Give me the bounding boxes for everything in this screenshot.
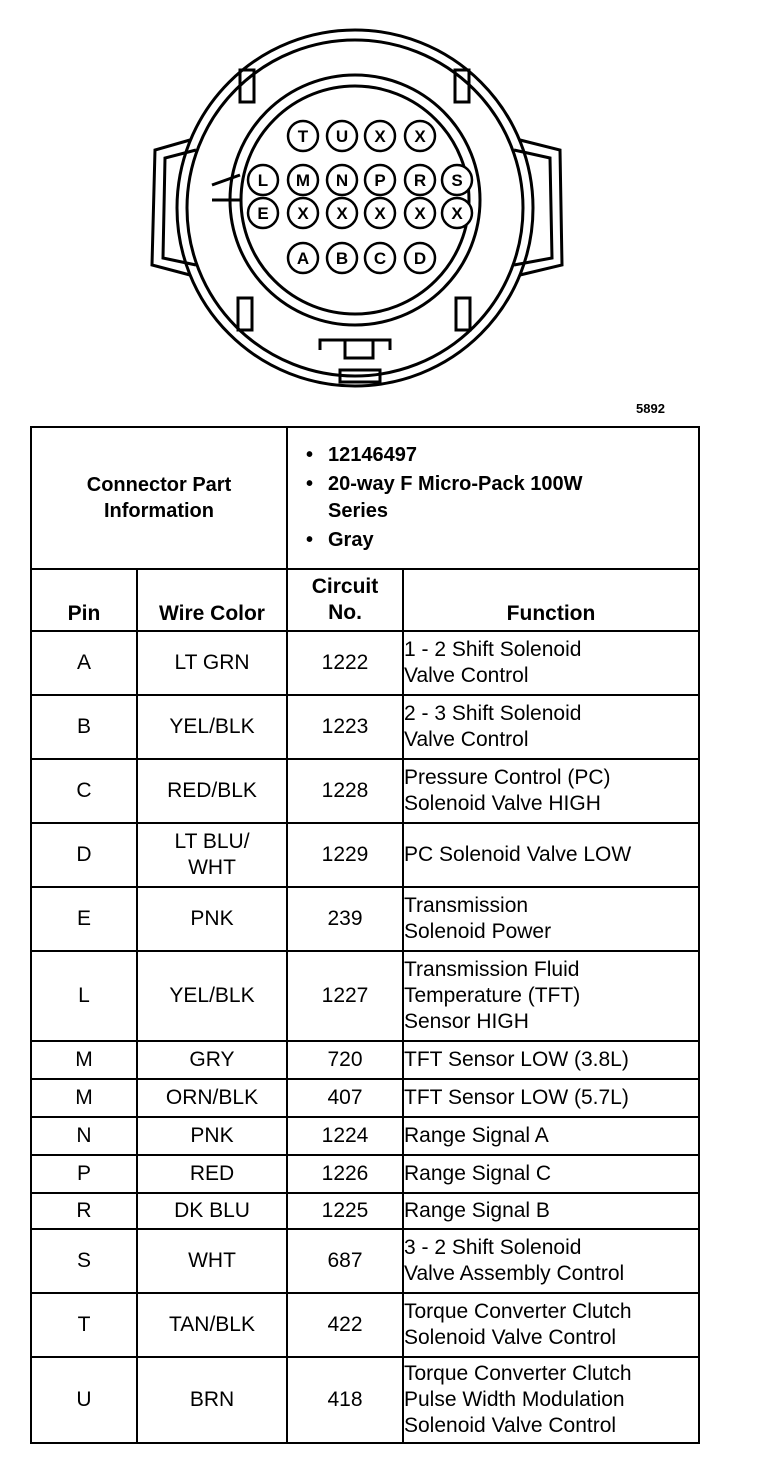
wire-color-cell	[137, 631, 287, 695]
connector-pin-u	[327, 121, 357, 151]
function-line: Sensor HIGH	[404, 1010, 529, 1033]
svg-text:P: P	[374, 171, 386, 190]
wire-color-cell	[137, 1193, 287, 1229]
function-cell	[403, 1117, 699, 1155]
circuit-number-cell: 1227	[287, 951, 403, 1041]
connector-pin-m	[288, 165, 318, 195]
function-cell	[403, 759, 699, 823]
function-line: Solenoid Valve Control	[404, 1326, 617, 1349]
function-line: Torque Converter Clutch	[404, 1300, 632, 1323]
table-row	[31, 1193, 699, 1229]
info-title-line1: Connector Part	[86, 474, 232, 496]
function-line: Pressure Control (PC)	[404, 766, 611, 789]
connector-pin-n	[327, 165, 357, 195]
pin-cell: A	[31, 631, 137, 695]
table-row	[31, 1357, 699, 1443]
function-line: Valve Control	[404, 728, 529, 751]
function-line: Torque Converter Clutch	[404, 1362, 632, 1385]
wire-color-cell	[137, 1229, 287, 1293]
svg-text:X: X	[414, 127, 426, 146]
function-line: 2 - 3 Shift Solenoid	[404, 702, 582, 725]
info-part-number: • 12146497	[306, 444, 417, 466]
circuit-number-cell: 720	[287, 1041, 403, 1079]
function-line: 3 - 2 Shift Solenoid	[404, 1236, 582, 1259]
svg-text:T: T	[297, 127, 309, 146]
svg-text:B: B	[335, 249, 349, 268]
wire-color-cell	[137, 951, 287, 1041]
wire-color-cell	[137, 1293, 287, 1357]
svg-text:S: S	[451, 171, 463, 190]
pin-cell: T	[31, 1293, 137, 1357]
function-cell	[403, 951, 699, 1041]
connector-pin-b	[327, 243, 357, 273]
wire-color-line: TAN/BLK	[169, 1313, 255, 1336]
table-row	[31, 1229, 699, 1293]
info-color: • Gray	[306, 529, 374, 551]
pin-cell: L	[31, 951, 137, 1041]
info-connector-type: • 20-way F Micro-Pack 100W Series	[306, 473, 583, 522]
wire-color-line: WHT	[188, 856, 236, 879]
function-cell	[403, 1079, 699, 1117]
svg-text:X: X	[374, 204, 386, 223]
function-line: Valve Control	[404, 664, 529, 687]
circuit-number-cell: 1225	[287, 1193, 403, 1229]
connector-info-details	[287, 427, 699, 569]
header-wire-color: Wire Color	[137, 569, 287, 631]
circuit-number-cell: 1224	[287, 1117, 403, 1155]
wire-color-line: ORN/BLK	[165, 1086, 259, 1109]
svg-text:N: N	[335, 171, 349, 190]
function-cell	[403, 823, 699, 887]
function-line: Temperature (TFT)	[404, 984, 581, 1007]
function-cell	[403, 1155, 699, 1193]
function-line: Range Signal B	[404, 1199, 550, 1222]
function-cell	[403, 1041, 699, 1079]
function-cell	[403, 1357, 699, 1443]
wire-color-cell	[137, 1357, 287, 1443]
function-cell	[403, 1193, 699, 1229]
wire-color-cell	[137, 695, 287, 759]
wire-color-cell	[137, 759, 287, 823]
wire-color-line: RED	[189, 1162, 235, 1185]
svg-text:A: A	[296, 249, 310, 268]
function-cell	[403, 695, 699, 759]
svg-text:X: X	[374, 127, 386, 146]
connector-pin-unused	[405, 198, 435, 228]
function-line: PC Solenoid Valve LOW	[404, 843, 632, 866]
wire-color-line: YEL/BLK	[169, 715, 255, 738]
function-cell	[403, 1293, 699, 1357]
function-line: Pulse Width Modulation	[404, 1388, 625, 1411]
wire-color-line: PNK	[190, 907, 234, 930]
table-row	[31, 631, 699, 695]
circuit-number-cell: 407	[287, 1079, 403, 1117]
connector-pin-p	[365, 165, 395, 195]
table-row	[31, 1117, 699, 1155]
svg-text:X: X	[451, 204, 463, 223]
function-line: Solenoid Power	[404, 920, 552, 943]
table-row	[31, 1293, 699, 1357]
table-row	[31, 759, 699, 823]
connector-pin-a	[288, 243, 318, 273]
svg-text:C: C	[373, 249, 387, 268]
svg-text:R: R	[413, 171, 427, 190]
table-row	[31, 1155, 699, 1193]
table-row	[31, 1041, 699, 1079]
table-row	[31, 695, 699, 759]
header-pin: Pin	[31, 569, 137, 631]
svg-text:X: X	[336, 204, 348, 223]
function-line: Range Signal C	[404, 1162, 552, 1185]
connector-face-diagram	[0, 0, 768, 400]
connector-pin-d	[405, 243, 435, 273]
circuit-number-cell: 1223	[287, 695, 403, 759]
svg-text:E: E	[257, 204, 269, 223]
pin-cell: C	[31, 759, 137, 823]
pin-cell: B	[31, 695, 137, 759]
connector-pin-l	[248, 165, 278, 195]
circuit-number-cell: 418	[287, 1357, 403, 1443]
connector-info-title	[31, 427, 287, 569]
wire-color-cell	[137, 1117, 287, 1155]
wire-color-line: LT BLU/	[174, 830, 250, 853]
wire-color-cell	[137, 1079, 287, 1117]
svg-text:L: L	[257, 171, 269, 190]
circuit-number-cell: 1226	[287, 1155, 403, 1193]
function-line: Solenoid Valve HIGH	[404, 792, 601, 815]
table-header-row	[31, 569, 699, 631]
wire-color-line: BRN	[189, 1388, 235, 1411]
connector-pin-unused	[405, 121, 435, 151]
svg-text:X: X	[414, 204, 426, 223]
svg-text:U: U	[335, 127, 349, 146]
info-title-line2: Information	[104, 500, 214, 522]
connector-pin-c	[365, 243, 395, 273]
wire-color-line: RED/BLK	[167, 779, 257, 802]
function-line: Range Signal A	[404, 1124, 549, 1147]
function-line: Solenoid Valve Control	[404, 1414, 617, 1437]
wire-color-cell	[137, 1155, 287, 1193]
pin-cell: E	[31, 887, 137, 951]
table-row	[31, 951, 699, 1041]
circuit-number-cell: 1222	[287, 631, 403, 695]
connector-pin-s	[442, 165, 472, 195]
pin-cell: U	[31, 1357, 137, 1443]
wire-color-line: YEL/BLK	[169, 984, 255, 1007]
pin-cell: R	[31, 1193, 137, 1229]
function-line: 1 - 2 Shift Solenoid	[404, 638, 582, 661]
circuit-number-cell: 422	[287, 1293, 403, 1357]
function-cell	[403, 1229, 699, 1293]
circuit-number-cell: 1229	[287, 823, 403, 887]
header-function: Function	[403, 569, 699, 631]
wire-color-line: WHT	[188, 1249, 236, 1272]
pin-cell: N	[31, 1117, 137, 1155]
table-row	[31, 887, 699, 951]
connector-pin-unused	[442, 198, 472, 228]
function-line: TFT Sensor LOW (3.8L)	[404, 1048, 629, 1071]
function-cell	[403, 631, 699, 695]
wire-color-line: DK BLU	[174, 1199, 250, 1222]
function-line: Transmission	[404, 894, 529, 917]
table-row	[31, 1079, 699, 1117]
pin-cell: D	[31, 823, 137, 887]
connector-pin-unused	[327, 198, 357, 228]
circuit-number-cell: 687	[287, 1229, 403, 1293]
wire-color-line: LT GRN	[174, 651, 250, 674]
connector-pin-unused	[288, 198, 318, 228]
pin-cell: M	[31, 1079, 137, 1117]
connector-pin-t	[288, 121, 318, 151]
circuit-number-cell: 239	[287, 887, 403, 951]
wire-color-cell	[137, 823, 287, 887]
function-cell	[403, 887, 699, 951]
table-row	[31, 823, 699, 887]
wire-color-line: GRY	[189, 1048, 235, 1071]
connector-pinout-table	[30, 426, 700, 1444]
svg-text:D: D	[413, 249, 427, 268]
pin-cell: M	[31, 1041, 137, 1079]
header-circuit-no: Circuit No.	[287, 569, 403, 631]
connector-pin-r	[405, 165, 435, 195]
figure-number: 5892	[636, 401, 665, 416]
svg-text:M: M	[295, 171, 311, 190]
wire-color-cell	[137, 887, 287, 951]
pin-cell: P	[31, 1155, 137, 1193]
svg-text:X: X	[297, 204, 309, 223]
function-line: Valve Assembly Control	[404, 1262, 625, 1285]
connector-info-row	[31, 427, 699, 569]
wire-color-cell	[137, 1041, 287, 1079]
wire-color-line: PNK	[190, 1124, 234, 1147]
function-line: Transmission Fluid	[404, 958, 580, 981]
pin-cell: S	[31, 1229, 137, 1293]
connector-pin-unused	[365, 121, 395, 151]
connector-pin-e	[248, 198, 278, 228]
connector-pin-unused	[365, 198, 395, 228]
function-line: TFT Sensor LOW (5.7L)	[404, 1086, 629, 1109]
circuit-number-cell: 1228	[287, 759, 403, 823]
